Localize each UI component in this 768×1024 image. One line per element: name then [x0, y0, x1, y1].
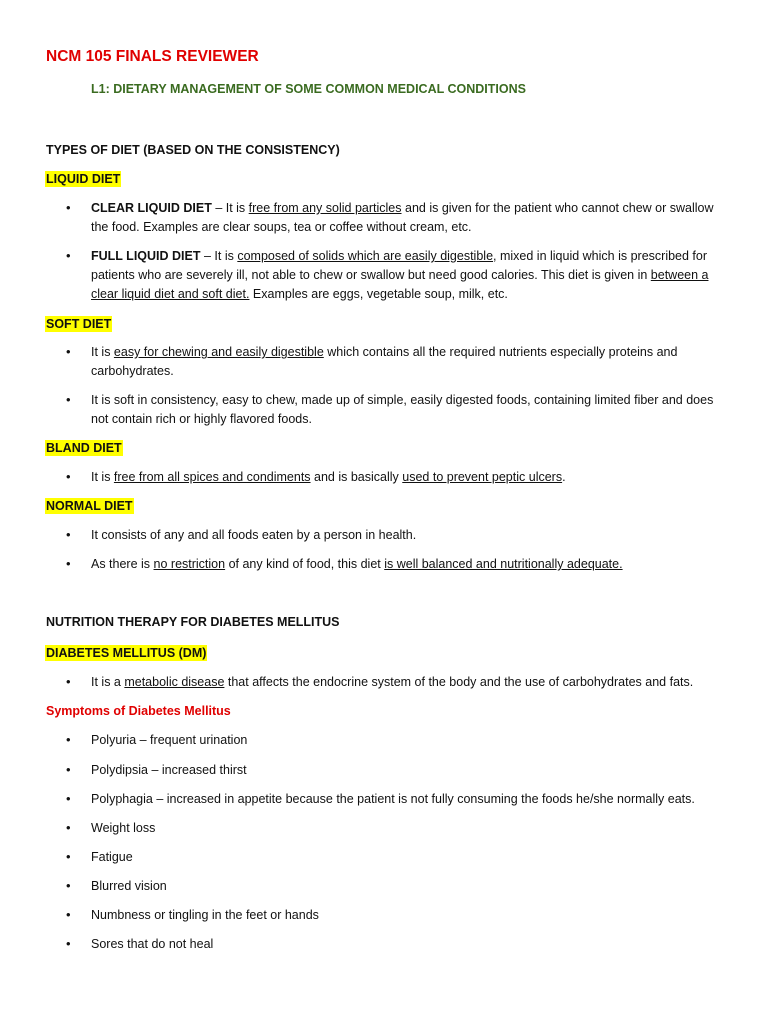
- bland-diet-heading: BLAND DIET: [46, 441, 122, 455]
- normal-diet-bullet-1: It consists of any and all foods eaten by a person in health.: [91, 528, 417, 542]
- text-span: It is: [91, 470, 114, 484]
- symptom-item: Weight loss: [91, 821, 156, 835]
- bullet-icon: •: [66, 556, 71, 571]
- text-span: and is given for the patient who cannot chew or swallow: [401, 201, 714, 215]
- underlined-text: composed of solids which are easily digestible: [237, 249, 494, 263]
- bullet-icon: •: [66, 849, 71, 864]
- full-liquid-line-2: [91, 268, 708, 282]
- normal-diet-heading: NORMAL DIET: [46, 499, 133, 513]
- symptom-item: Fatigue: [91, 850, 133, 864]
- text-span: that affects the endocrine system of the body and the use of carbohydrates and fats.: [224, 675, 694, 689]
- types-of-diet-heading: TYPES OF DIET (BASED ON THE CONSISTENCY): [46, 143, 340, 157]
- symptom-item: Polydipsia – increased thirst: [91, 763, 247, 777]
- underlined-text: is well balanced and nutritionally adequate.: [384, 557, 623, 571]
- bullet-icon: •: [66, 791, 71, 806]
- text-span: and is basically: [310, 470, 403, 484]
- text-span: patients who are severely ill, not able to chew or swallow but need good calories. This diet is given in: [91, 268, 651, 282]
- text-span: .: [562, 470, 566, 484]
- clear-liquid-line-2: the food. Examples are clear soups, tea or coffee without cream, etc.: [91, 220, 472, 234]
- nutrition-therapy-heading: NUTRITION THERAPY FOR DIABETES MELLITUS: [46, 615, 340, 629]
- bullet-icon: •: [66, 392, 71, 407]
- text-span: which contains all the required nutrients especially proteins and: [323, 345, 678, 359]
- bullet-icon: •: [66, 674, 71, 689]
- text-span: It is: [91, 345, 114, 359]
- symptom-item: Polyuria – frequent urination: [91, 733, 248, 747]
- document-title: NCM 105 FINALS REVIEWER: [46, 48, 259, 65]
- underlined-text: free from any solid particles: [248, 201, 402, 215]
- bullet-icon: •: [66, 936, 71, 951]
- lesson-subtitle: L1: DIETARY MANAGEMENT OF SOME COMMON MEDICAL CONDITIONS: [91, 82, 526, 96]
- full-liquid-line-3: [91, 287, 508, 301]
- text-span: Examples are eggs, vegetable soup, milk, etc.: [249, 287, 508, 301]
- text-span: It is a: [91, 675, 125, 689]
- text-span: , mixed in liquid which is prescribed for: [493, 249, 708, 263]
- diabetes-definition-bullet: [91, 675, 693, 689]
- underlined-text: used to prevent peptic ulcers: [402, 470, 563, 484]
- bullet-icon: •: [66, 762, 71, 777]
- full-liquid-term: FULL LIQUID DIET: [91, 249, 201, 263]
- soft-diet-bullet-1-line-1: [91, 345, 677, 359]
- liquid-diet-heading: LIQUID DIET: [46, 172, 121, 186]
- underlined-text: free from all spices and condiments: [113, 470, 311, 484]
- symptom-item: Numbness or tingling in the feet or hands: [91, 908, 319, 922]
- soft-diet-bullet-2-line-1: It is soft in consistency, easy to chew, made up of simple, easily digested foods, containing limited fiber and does: [91, 393, 714, 407]
- bullet-icon: •: [66, 878, 71, 893]
- bullet-icon: •: [66, 469, 71, 484]
- underlined-text: between a: [650, 268, 709, 282]
- bullet-icon: •: [66, 200, 71, 215]
- bland-diet-bullet: [91, 470, 566, 484]
- bullet-icon: •: [66, 527, 71, 542]
- underlined-text: metabolic disease: [124, 675, 225, 689]
- clear-liquid-line-1: [91, 201, 714, 215]
- underlined-text: easy for chewing and easily digestible: [113, 345, 324, 359]
- text-span: – It is: [200, 249, 238, 263]
- bullet-icon: •: [66, 820, 71, 835]
- clear-liquid-term: CLEAR LIQUID DIET: [91, 201, 212, 215]
- full-liquid-line-1: [91, 249, 707, 263]
- symptom-item: Blurred vision: [91, 879, 167, 893]
- diabetes-mellitus-heading: DIABETES MELLITUS (DM): [46, 646, 207, 660]
- underlined-text: clear liquid diet and soft diet.: [91, 287, 250, 301]
- text-span: – It is: [211, 201, 249, 215]
- symptoms-heading: Symptoms of Diabetes Mellitus: [46, 704, 231, 718]
- text-span: As there is: [91, 557, 154, 571]
- bullet-icon: •: [66, 344, 71, 359]
- normal-diet-bullet-2: [91, 557, 623, 571]
- soft-diet-bullet-2-line-2: not contain rich or highly flavored foods.: [91, 412, 312, 426]
- soft-diet-bullet-1-line-2: carbohydrates.: [91, 364, 174, 378]
- symptom-item: Sores that do not heal: [91, 937, 214, 951]
- bullet-icon: •: [66, 732, 71, 747]
- bullet-icon: •: [66, 248, 71, 263]
- text-span: of any kind of food, this diet: [225, 557, 385, 571]
- soft-diet-heading: SOFT DIET: [46, 317, 112, 331]
- bullet-icon: •: [66, 907, 71, 922]
- underlined-text: no restriction: [153, 557, 226, 571]
- symptom-item: Polyphagia – increased in appetite because the patient is not fully consuming the foods he/she normally eats.: [91, 792, 695, 806]
